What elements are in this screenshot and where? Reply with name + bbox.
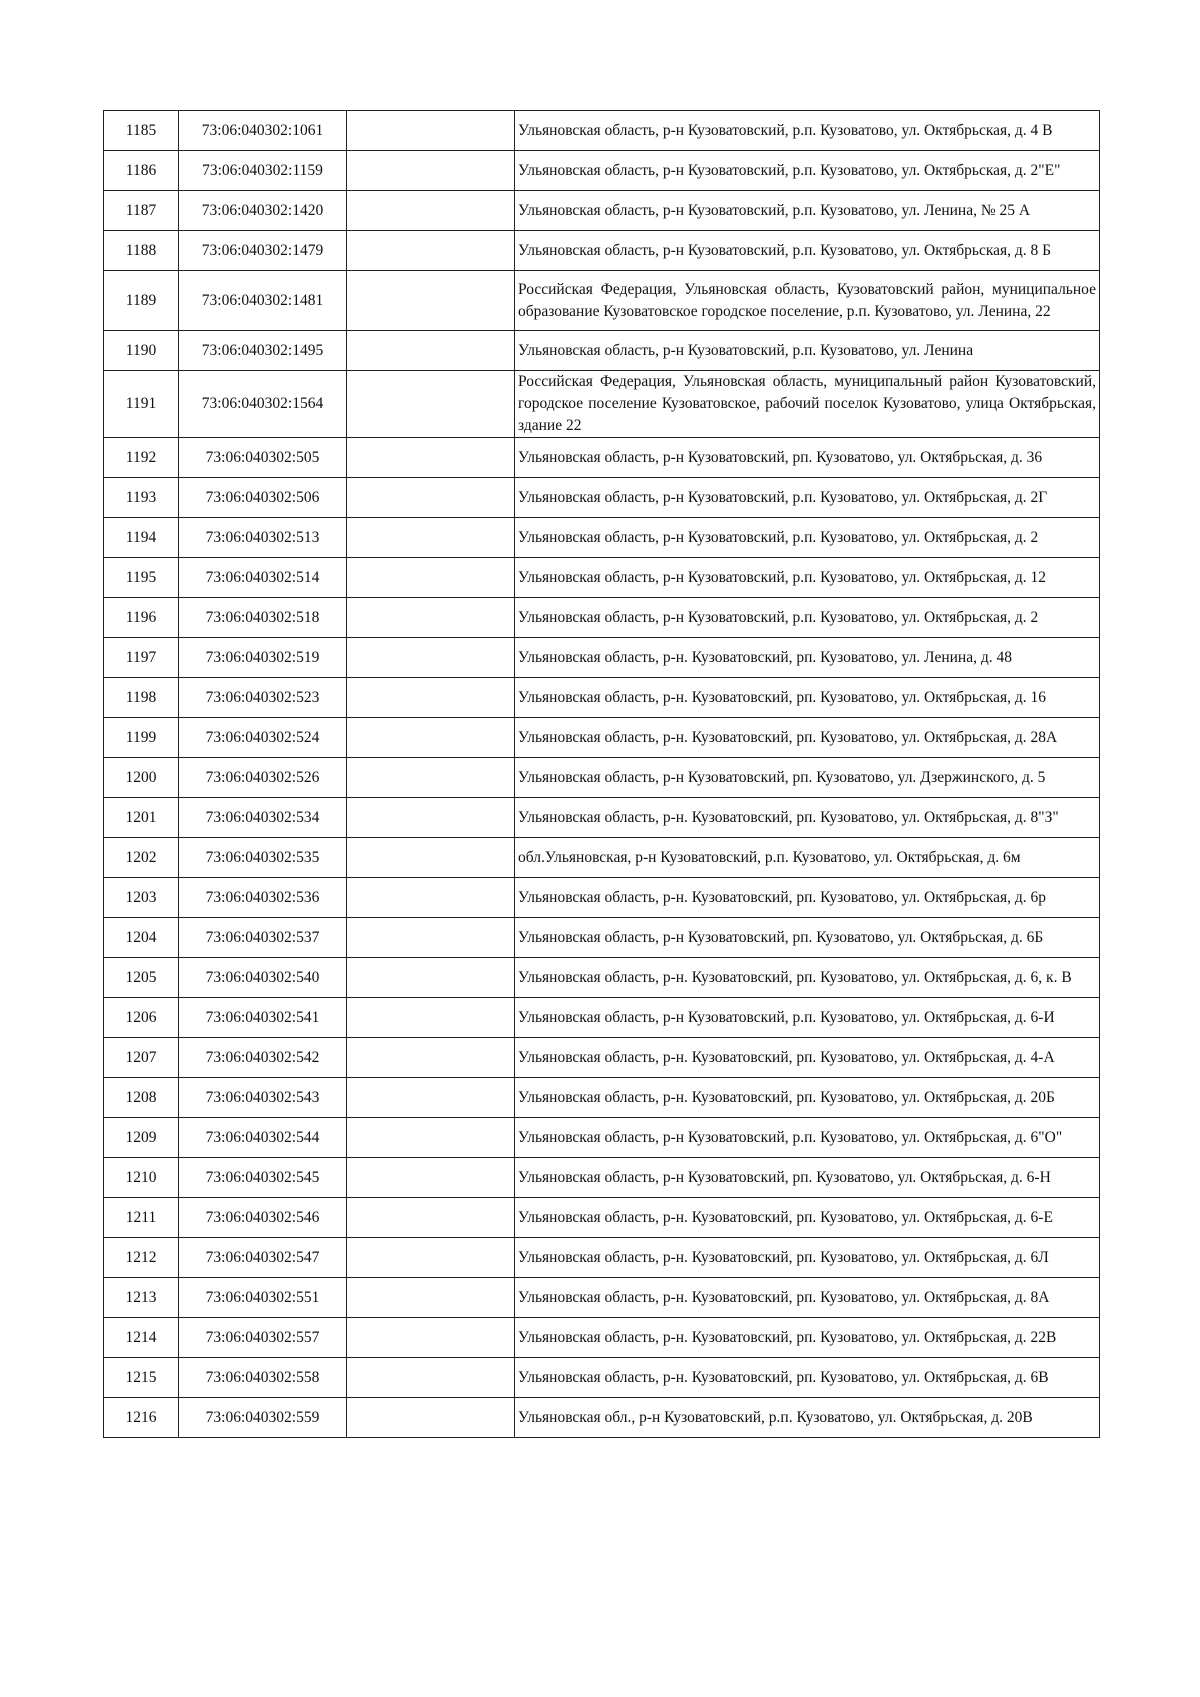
cadastral-number-cell: 73:06:040302:1061 xyxy=(179,111,347,151)
table-row xyxy=(104,1278,1100,1318)
row-number-cell: 1201 xyxy=(104,798,179,838)
cadastral-number-cell: 73:06:040302:540 xyxy=(179,958,347,998)
table-row xyxy=(104,958,1100,998)
cadastral-number-cell: 73:06:040302:1420 xyxy=(179,191,347,231)
table-row xyxy=(104,1038,1100,1078)
address-cell: Ульяновская область, р-н. Кузоватовский, рп. Кузоватово, ул. Октябрьская, д. 20Б xyxy=(515,1078,1100,1118)
empty-cell xyxy=(347,958,515,998)
row-number-cell: 1194 xyxy=(104,518,179,558)
table-row xyxy=(104,1198,1100,1238)
empty-cell xyxy=(347,1078,515,1118)
empty-cell xyxy=(347,678,515,718)
cadastral-number-cell: 73:06:040302:1481 xyxy=(179,271,347,331)
document-page xyxy=(103,110,1099,1438)
row-number-cell: 1215 xyxy=(104,1358,179,1398)
row-number-cell: 1186 xyxy=(104,151,179,191)
cadastral-number-cell: 73:06:040302:558 xyxy=(179,1358,347,1398)
row-number-cell: 1185 xyxy=(104,111,179,151)
empty-cell xyxy=(347,1358,515,1398)
cadastral-number-cell: 73:06:040302:1495 xyxy=(179,331,347,371)
address-cell: Ульяновская область, р-н. Кузоватовский, рп. Кузоватово, ул. Октябрьская, д. 8А xyxy=(515,1278,1100,1318)
cadastral-number-cell: 73:06:040302:1159 xyxy=(179,151,347,191)
row-number-cell: 1205 xyxy=(104,958,179,998)
table-row xyxy=(104,1238,1100,1278)
row-number-cell: 1211 xyxy=(104,1198,179,1238)
row-number-cell: 1187 xyxy=(104,191,179,231)
cadastral-number-cell: 73:06:040302:545 xyxy=(179,1158,347,1198)
table-row xyxy=(104,918,1100,958)
row-number-cell: 1190 xyxy=(104,331,179,371)
table-row xyxy=(104,998,1100,1038)
empty-cell xyxy=(347,331,515,371)
cadastral-number-cell: 73:06:040302:523 xyxy=(179,678,347,718)
address-cell: Ульяновская область, р-н Кузоватовский, рп. Кузоватово, ул. Октябрьская, д. 6-Н xyxy=(515,1158,1100,1198)
address-cell: Ульяновская область, р-н. Кузоватовский, рп. Кузоватово, ул. Октябрьская, д. 22В xyxy=(515,1318,1100,1358)
empty-cell xyxy=(347,638,515,678)
row-number-cell: 1188 xyxy=(104,231,179,271)
table-row xyxy=(104,438,1100,478)
empty-cell xyxy=(347,558,515,598)
empty-cell xyxy=(347,1398,515,1438)
address-cell: Ульяновская область, р-н Кузоватовский, р.п. Кузоватово, ул. Ленина xyxy=(515,331,1100,371)
address-cell: Ульяновская область, р-н. Кузоватовский, рп. Кузоватово, ул. Октябрьская, д. 6В xyxy=(515,1358,1100,1398)
cadastral-number-cell: 73:06:040302:551 xyxy=(179,1278,347,1318)
cadastral-number-cell: 73:06:040302:537 xyxy=(179,918,347,958)
row-number-cell: 1198 xyxy=(104,678,179,718)
address-cell: Ульяновская область, р-н Кузоватовский, рп. Кузоватово, ул. Октябрьская, д. 6Б xyxy=(515,918,1100,958)
address-cell: Ульяновская область, р-н Кузоватовский, р.п. Кузоватово, ул. Октябрьская, д. 8 Б xyxy=(515,231,1100,271)
empty-cell xyxy=(347,1238,515,1278)
cadastral-number-cell: 73:06:040302:505 xyxy=(179,438,347,478)
table-row xyxy=(104,1078,1100,1118)
address-cell: Ульяновская область, р-н. Кузоватовский, рп. Кузоватово, ул. Октябрьская, д. 28А xyxy=(515,718,1100,758)
table-row xyxy=(104,638,1100,678)
row-number-cell: 1214 xyxy=(104,1318,179,1358)
row-number-cell: 1212 xyxy=(104,1238,179,1278)
empty-cell xyxy=(347,438,515,478)
table-row xyxy=(104,838,1100,878)
cadastral-number-cell: 73:06:040302:536 xyxy=(179,878,347,918)
address-cell: Ульяновская область, р-н Кузоватовский, р.п. Кузоватово, ул. Октябрьская, д. 12 xyxy=(515,558,1100,598)
row-number-cell: 1207 xyxy=(104,1038,179,1078)
cadastral-number-cell: 73:06:040302:524 xyxy=(179,718,347,758)
cadastral-number-cell: 73:06:040302:542 xyxy=(179,1038,347,1078)
row-number-cell: 1209 xyxy=(104,1118,179,1158)
table-row xyxy=(104,478,1100,518)
empty-cell xyxy=(347,1278,515,1318)
row-number-cell: 1213 xyxy=(104,1278,179,1318)
cadastral-number-cell: 73:06:040302:544 xyxy=(179,1118,347,1158)
row-number-cell: 1199 xyxy=(104,718,179,758)
row-number-cell: 1206 xyxy=(104,998,179,1038)
address-cell: Ульяновская область, р-н. Кузоватовский, рп. Кузоватово, ул. Октябрьская, д. 6р xyxy=(515,878,1100,918)
cadastral-number-cell: 73:06:040302:534 xyxy=(179,798,347,838)
cadastral-number-cell: 73:06:040302:543 xyxy=(179,1078,347,1118)
address-cell: Российская Федерация, Ульяновская область, муниципальный район Кузоватовский, городское поселение Кузоватовское, рабочий поселок Кузоватово, улица Октябрьская, здание 22 xyxy=(515,371,1100,438)
empty-cell xyxy=(347,838,515,878)
cadastral-number-cell: 73:06:040302:526 xyxy=(179,758,347,798)
table-row xyxy=(104,798,1100,838)
row-number-cell: 1197 xyxy=(104,638,179,678)
empty-cell xyxy=(347,231,515,271)
cadastral-number-cell: 73:06:040302:541 xyxy=(179,998,347,1038)
empty-cell xyxy=(347,518,515,558)
empty-cell xyxy=(347,1038,515,1078)
empty-cell xyxy=(347,371,515,438)
cadastral-number-cell: 73:06:040302:1564 xyxy=(179,371,347,438)
row-number-cell: 1216 xyxy=(104,1398,179,1438)
cadastral-number-cell: 73:06:040302:547 xyxy=(179,1238,347,1278)
empty-cell xyxy=(347,478,515,518)
row-number-cell: 1189 xyxy=(104,271,179,331)
empty-cell xyxy=(347,151,515,191)
empty-cell xyxy=(347,111,515,151)
cadastral-number-cell: 73:06:040302:518 xyxy=(179,598,347,638)
address-cell: Ульяновская область, р-н. Кузоватовский, рп. Кузоватово, ул. Октябрьская, д. 6Л xyxy=(515,1238,1100,1278)
row-number-cell: 1196 xyxy=(104,598,179,638)
cadastral-number-cell: 73:06:040302:557 xyxy=(179,1318,347,1358)
row-number-cell: 1192 xyxy=(104,438,179,478)
cadastral-number-cell: 73:06:040302:535 xyxy=(179,838,347,878)
table-row xyxy=(104,151,1100,191)
table-row xyxy=(104,678,1100,718)
table-row xyxy=(104,231,1100,271)
row-number-cell: 1202 xyxy=(104,838,179,878)
cadastral-number-cell: 73:06:040302:1479 xyxy=(179,231,347,271)
cadastral-number-cell: 73:06:040302:514 xyxy=(179,558,347,598)
address-cell: Ульяновская область, р-н Кузоватовский, рп. Кузоватово, ул. Дзержинского, д. 5 xyxy=(515,758,1100,798)
cadastral-number-cell: 73:06:040302:506 xyxy=(179,478,347,518)
row-number-cell: 1203 xyxy=(104,878,179,918)
row-number-cell: 1200 xyxy=(104,758,179,798)
row-number-cell: 1210 xyxy=(104,1158,179,1198)
address-cell: Ульяновская обл., р-н Кузоватовский, р.п. Кузоватово, ул. Октябрьская, д. 20В xyxy=(515,1398,1100,1438)
address-cell: Ульяновская область, р-н Кузоватовский, р.п. Кузоватово, ул. Октябрьская, д. 2Г xyxy=(515,478,1100,518)
empty-cell xyxy=(347,918,515,958)
row-number-cell: 1208 xyxy=(104,1078,179,1118)
address-cell: Ульяновская область, р-н Кузоватовский, р.п. Кузоватово, ул. Октябрьская, д. 6-И xyxy=(515,998,1100,1038)
empty-cell xyxy=(347,1158,515,1198)
empty-cell xyxy=(347,598,515,638)
empty-cell xyxy=(347,1318,515,1358)
address-cell: обл.Ульяновская, р-н Кузоватовский, р.п. Кузоватово, ул. Октябрьская, д. 6м xyxy=(515,838,1100,878)
address-cell: Ульяновская область, р-н. Кузоватовский, рп. Кузоватово, ул. Ленина, д. 48 xyxy=(515,638,1100,678)
table-row xyxy=(104,558,1100,598)
table-row xyxy=(104,111,1100,151)
table-row xyxy=(104,1398,1100,1438)
empty-cell xyxy=(347,271,515,331)
empty-cell xyxy=(347,798,515,838)
address-cell: Ульяновская область, р-н Кузоватовский, рп. Кузоватово, ул. Октябрьская, д. 36 xyxy=(515,438,1100,478)
table-row xyxy=(104,371,1100,438)
empty-cell xyxy=(347,758,515,798)
cadastral-number-cell: 73:06:040302:559 xyxy=(179,1398,347,1438)
address-cell: Ульяновская область, р-н Кузоватовский, р.п. Кузоватово, ул. Октябрьская, д. 2"Е" xyxy=(515,151,1100,191)
table-row xyxy=(104,598,1100,638)
table-row xyxy=(104,1118,1100,1158)
row-number-cell: 1193 xyxy=(104,478,179,518)
table-row xyxy=(104,1318,1100,1358)
empty-cell xyxy=(347,191,515,231)
empty-cell xyxy=(347,1118,515,1158)
empty-cell xyxy=(347,878,515,918)
address-cell: Ульяновская область, р-н Кузоватовский, р.п. Кузоватово, ул. Ленина, № 25 А xyxy=(515,191,1100,231)
address-cell: Ульяновская область, р-н Кузоватовский, р.п. Кузоватово, ул. Октябрьская, д. 2 xyxy=(515,598,1100,638)
row-number-cell: 1204 xyxy=(104,918,179,958)
table-row xyxy=(104,758,1100,798)
address-cell: Ульяновская область, р-н Кузоватовский, р.п. Кузоватово, ул. Октябрьская, д. 2 xyxy=(515,518,1100,558)
table-row xyxy=(104,191,1100,231)
table-row xyxy=(104,878,1100,918)
table-row xyxy=(104,518,1100,558)
table-row xyxy=(104,271,1100,331)
cadastral-number-cell: 73:06:040302:546 xyxy=(179,1198,347,1238)
table-row xyxy=(104,1358,1100,1398)
table-row xyxy=(104,1158,1100,1198)
address-cell: Ульяновская область, р-н. Кузоватовский, рп. Кузоватово, ул. Октябрьская, д. 16 xyxy=(515,678,1100,718)
cadastral-registry-table xyxy=(103,110,1100,1438)
row-number-cell: 1195 xyxy=(104,558,179,598)
row-number-cell: 1191 xyxy=(104,371,179,438)
empty-cell xyxy=(347,718,515,758)
empty-cell xyxy=(347,998,515,1038)
table-row xyxy=(104,718,1100,758)
address-cell: Ульяновская область, р-н Кузоватовский, р.п. Кузоватово, ул. Октябрьская, д. 6"О" xyxy=(515,1118,1100,1158)
address-cell: Ульяновская область, р-н. Кузоватовский, рп. Кузоватово, ул. Октябрьская, д. 8"З" xyxy=(515,798,1100,838)
address-cell: Ульяновская область, р-н. Кузоватовский, рп. Кузоватово, ул. Октябрьская, д. 6, к. В xyxy=(515,958,1100,998)
table-row xyxy=(104,331,1100,371)
address-cell: Ульяновская область, р-н. Кузоватовский, рп. Кузоватово, ул. Октябрьская, д. 6-Е xyxy=(515,1198,1100,1238)
cadastral-number-cell: 73:06:040302:519 xyxy=(179,638,347,678)
empty-cell xyxy=(347,1198,515,1238)
address-cell: Ульяновская область, р-н. Кузоватовский, рп. Кузоватово, ул. Октябрьская, д. 4-А xyxy=(515,1038,1100,1078)
address-cell: Ульяновская область, р-н Кузоватовский, р.п. Кузоватово, ул. Октябрьская, д. 4 В xyxy=(515,111,1100,151)
registry-table-body xyxy=(104,111,1100,1438)
cadastral-number-cell: 73:06:040302:513 xyxy=(179,518,347,558)
address-cell: Российская Федерация, Ульяновская область, Кузоватовский район, муниципальное образование Кузоватовское городское поселение, р.п. Кузоватово, ул. Ленина, 22 xyxy=(515,271,1100,331)
